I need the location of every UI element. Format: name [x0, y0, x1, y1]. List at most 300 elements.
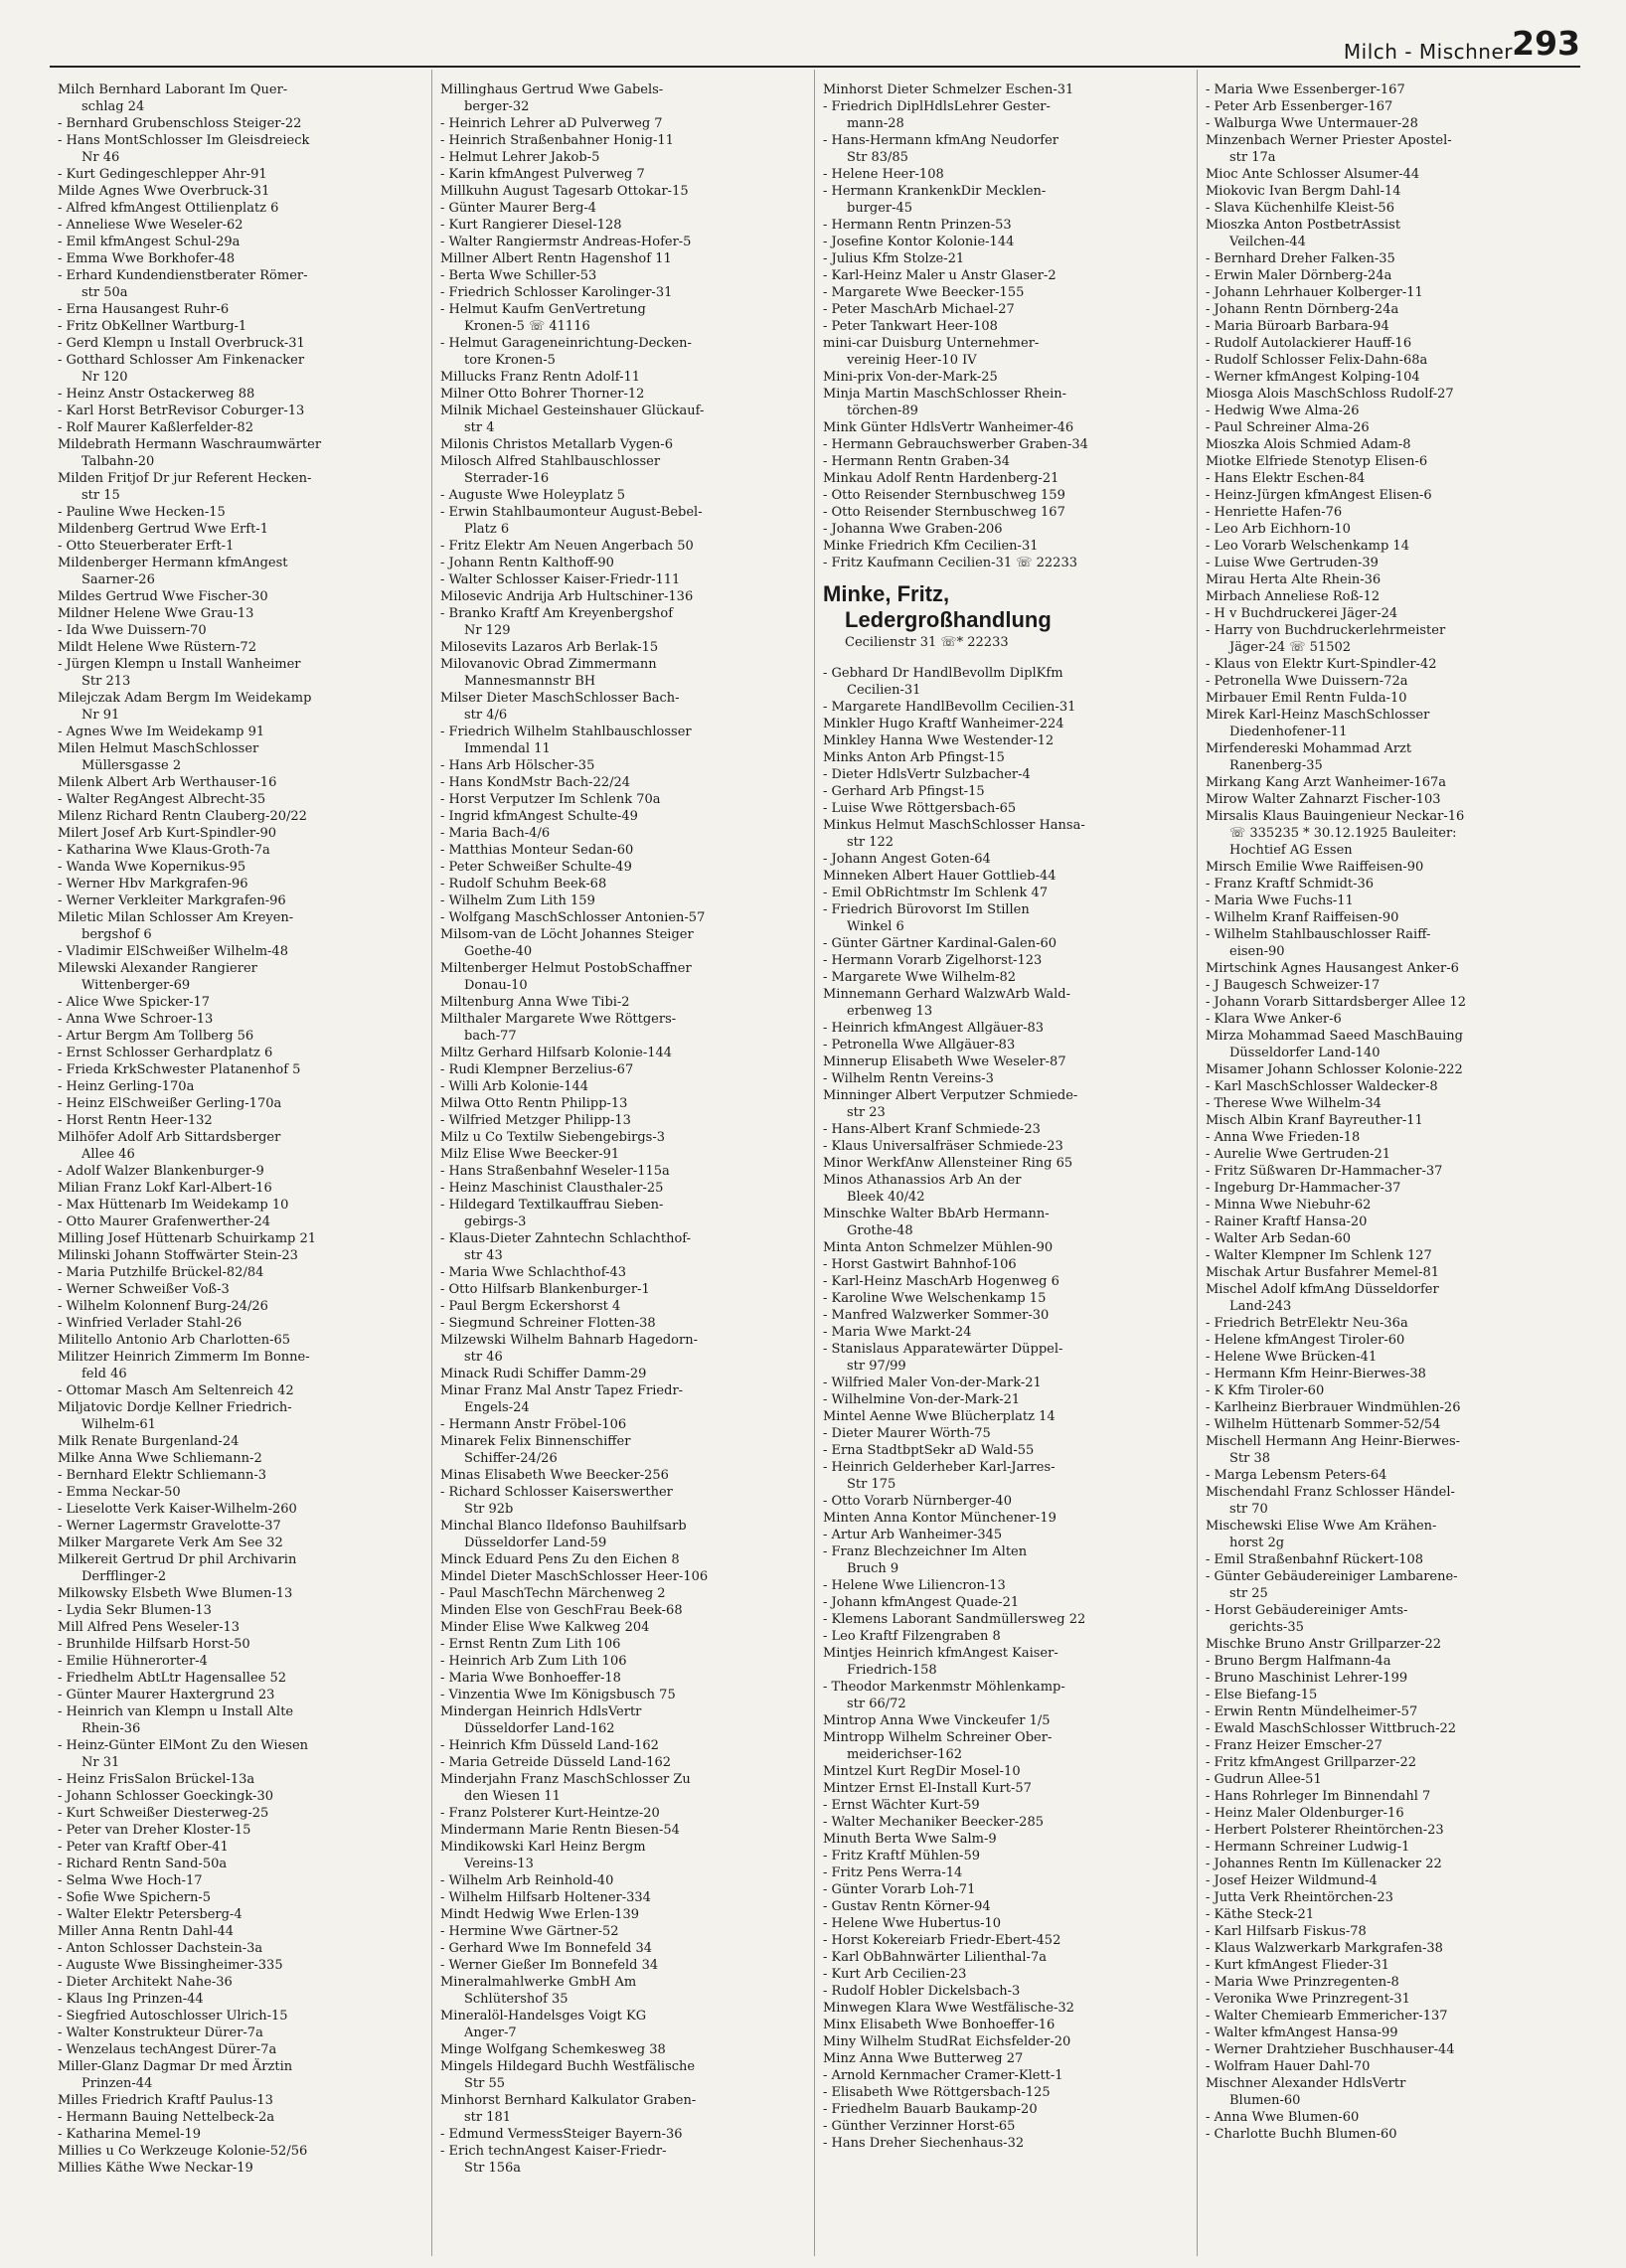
directory-column-3 [815, 70, 1198, 2256]
directory-entry: - Heinrich kfmAngest Allgäuer-83 [823, 1021, 1045, 1036]
directory-entry: - Petronella Wwe Allgäuer-83 [823, 1038, 1016, 1053]
directory-entry: Mindergan Heinrich HdlsVertr [440, 1704, 642, 1719]
directory-entry: - Peter van Dreher Kloster-15 [58, 1823, 251, 1838]
directory-entry: - Kurt Schweißer Diesterweg-25 [58, 1806, 269, 1821]
entry-continuation: str 70 [1229, 1502, 1268, 1517]
directory-entry: - Otto Maurer Grafenwerther-24 [58, 1215, 270, 1229]
featured-name: Minke, Fritz, [823, 581, 950, 606]
directory-entry: - Wilhelm Arb Reinhold-40 [440, 1873, 614, 1888]
directory-entry: - Hans Arb Hölscher-35 [440, 758, 595, 773]
directory-entry: - Maria Wwe Bonhoeffer-18 [440, 1671, 621, 1686]
entry-continuation: Mannesmannstr BH [464, 674, 596, 689]
directory-entry: - Anton Schlosser Dachstein-3a [58, 1941, 263, 1956]
entry-continuation: str 50a [81, 285, 128, 300]
directory-entry: - Wilhelm Hüttenarb Sommer-52/54 [1206, 1417, 1441, 1432]
entry-continuation: Winkel 6 [847, 919, 904, 934]
entry-continuation: Blumen-60 [1229, 2093, 1301, 2108]
directory-entry: - Emil ObRichtmstr Im Schlenk 47 [823, 886, 1049, 900]
directory-entry: Mintjes Heinrich kfmAngest Kaiser- [823, 1646, 1058, 1661]
directory-entry: - Walter Klempner Im Schlenk 127 [1206, 1248, 1432, 1263]
entry-continuation: Str 83/85 [847, 150, 908, 165]
entry-continuation: törchen-89 [847, 404, 918, 418]
directory-entry: - Manfred Walzwerker Sommer-30 [823, 1308, 1050, 1323]
directory-entry: - Klara Wwe Anker-6 [1206, 1012, 1342, 1027]
directory-entry: - Anna Wwe Blumen-60 [1206, 2110, 1360, 2125]
directory-entry: - Karl Horst BetrRevisor Coburger-13 [58, 404, 305, 418]
entry-continuation: Donau-10 [464, 978, 528, 993]
directory-entry: - Walter Arb Sedan-60 [1206, 1231, 1351, 1246]
directory-entry: - Emma Neckar-50 [58, 1485, 181, 1500]
directory-entry: Mirkang Kang Arzt Wanheimer-167a [1206, 775, 1447, 790]
directory-entry: Mirfendereski Mohammad Arzt [1206, 741, 1412, 756]
directory-entry: - Bernhard Elektr Schliemann-3 [58, 1468, 266, 1483]
directory-entry: - Johann Rentn Kalthoff-90 [440, 556, 614, 570]
directory-entry: - Charlotte Buchh Blumen-60 [1206, 2127, 1397, 2142]
directory-entry: Minks Anton Arb Pfingst-15 [823, 750, 1005, 765]
directory-entry: Milkowsky Elsbeth Wwe Blumen-13 [58, 1586, 293, 1601]
directory-entry: - Helene Wwe Brücken-41 [1206, 1350, 1378, 1365]
entry-continuation: str 43 [464, 1248, 503, 1263]
directory-entry: - Heinz ElSchweißer Gerling-170a [58, 1096, 282, 1111]
directory-entry: Minnemann Gerhard WalzwArb Wald- [823, 987, 1070, 1002]
directory-entry: - Karin kfmAngest Pulverweg 7 [440, 167, 645, 182]
directory-entry: - Walter Konstrukteur Dürer-7a [58, 2025, 263, 2040]
entry-continuation: Nr 129 [464, 623, 511, 638]
directory-entry: Minx Elisabeth Wwe Bonhoeffer-16 [823, 2018, 1056, 2032]
entry-continuation: Saarner-26 [81, 572, 155, 587]
directory-entry: - Johann Lehrhauer Kolberger-11 [1206, 285, 1423, 300]
directory-entry: - Leo Vorarb Welschenkamp 14 [1206, 539, 1409, 554]
directory-entry: Milkereit Gertrud Dr phil Archivarin [58, 1552, 297, 1567]
directory-entry: - Franz Blechzeichner Im Alten [823, 1544, 1028, 1559]
directory-entry: - Günter Maurer Haxtergrund 23 [58, 1688, 275, 1702]
directory-entry: - Fritz Kaufmann Cecilien-31 ☏ 22233 [823, 556, 1077, 570]
directory-entry: Millucks Franz Rentn Adolf-11 [440, 370, 641, 385]
directory-entry: - Ingrid kfmAngest Schulte-49 [440, 809, 638, 824]
directory-entry: Minja Martin MaschSchlosser Rhein- [823, 387, 1067, 402]
entry-continuation: Düsseldorfer Land-59 [464, 1536, 607, 1550]
directory-entry: - Horst Rentn Heer-132 [58, 1113, 213, 1128]
directory-entry: - Artur Arb Wanheimer-345 [823, 1528, 1003, 1542]
directory-entry: - Wilhelm Zum Lith 159 [440, 893, 595, 908]
directory-entry: - Walter RegAngest Albrecht-35 [58, 792, 266, 807]
directory-entry: - Kurt kfmAngest Flieder-31 [1206, 1958, 1389, 1973]
directory-entry: Minden Else von GeschFrau Beek-68 [440, 1603, 683, 1618]
directory-entry: - Auguste Wwe Holeyplatz 5 [440, 488, 626, 503]
directory-entry: Millies u Co Werkzeuge Kolonie-52/56 [58, 2144, 308, 2159]
running-head: Milch - Mischner [1343, 40, 1513, 64]
directory-entry: - Horst Gastwirt Bahnhof-106 [823, 1257, 1017, 1272]
directory-entry: - Erwin Maler Dörnberg-24a [1206, 268, 1392, 283]
directory-entry: - Erna StadtbptSekr aD Wald-55 [823, 1443, 1035, 1458]
directory-entry: - Frieda KrkSchwester Platanenhof 5 [58, 1062, 301, 1077]
directory-entry: Milk Renate Burgenland-24 [58, 1434, 240, 1449]
directory-entry: Miletic Milan Schlosser Am Kreyen- [58, 910, 294, 925]
directory-entry: - Heinrich Gelderheber Karl-Jarres- [823, 1460, 1056, 1475]
directory-entry: Minderjahn Franz MaschSchlosser Zu [440, 1772, 691, 1787]
directory-entry: Mischner Alexander HdlsVertr [1206, 2076, 1406, 2091]
directory-entry: - Helmut Garageneinrichtung-Decken- [440, 336, 692, 351]
directory-entry: Mintzel Kurt RegDir Mosel-10 [823, 1764, 1021, 1779]
entry-continuation: str 181 [464, 2110, 512, 2125]
directory-entry: - Wilhelm Rentn Vereins-3 [823, 1071, 994, 1086]
directory-entry: - Hans Elektr Eschen-84 [1206, 471, 1366, 486]
featured-firm: Ledergroßhandlung [845, 607, 1052, 632]
directory-entry: Milnik Michael Gesteinshauer Glückauf- [440, 404, 705, 418]
directory-entry: - Luise Wwe Röttgersbach-65 [823, 801, 1017, 816]
directory-entry: Mirau Herta Alte Rhein-36 [1206, 572, 1382, 587]
directory-entry: - Helene Heer-108 [823, 167, 944, 182]
directory-entry: - Helene Wwe Liliencron-13 [823, 1578, 1006, 1593]
page-number: 293 [1512, 24, 1580, 63]
directory-entry: Milser Dieter MaschSchlosser Bach- [440, 691, 680, 706]
directory-entry: Millies Käthe Wwe Neckar-19 [58, 2161, 253, 2176]
directory-entry: Milsom-van de Löcht Johannes Steiger [440, 927, 694, 942]
entry-continuation: Str 175 [847, 1477, 896, 1492]
directory-entry: - Fritz kfmAngest Grillparzer-22 [1206, 1755, 1416, 1770]
directory-entry: - Hans Rohrleger Im Binnendahl 7 [1206, 1789, 1431, 1804]
directory-entry: - Peter van Kraftf Ober-41 [58, 1840, 229, 1855]
directory-entry: - Lydia Sekr Blumen-13 [58, 1603, 212, 1618]
directory-entry: Minas Elisabeth Wwe Beecker-256 [440, 1468, 669, 1483]
directory-entry: Minkley Hanna Wwe Westender-12 [823, 733, 1055, 748]
directory-entry: - Dieter Architekt Nahe-36 [58, 1975, 233, 1990]
directory-entry: - Maria Wwe Prinzregenten-8 [1206, 1975, 1399, 1990]
entry-continuation: Str 38 [1229, 1451, 1271, 1466]
directory-entry: - Herbert Polsterer Rheintörchen-23 [1206, 1823, 1444, 1838]
directory-entry: Miller Anna Rentn Dahl-44 [58, 1924, 235, 1939]
entry-continuation: Nr 120 [81, 370, 128, 385]
directory-entry: - Gerd Klempn u Install Overbruck-31 [58, 336, 305, 351]
directory-entry: Minnerup Elisabeth Wwe Weseler-87 [823, 1054, 1066, 1069]
directory-entry: - Maria Büroarb Barbara-94 [1206, 319, 1389, 334]
directory-entry: - Siegfried Autoschlosser Ulrich-15 [58, 2009, 288, 2024]
directory-entry: - Heinrich van Klempn u Install Alte [58, 1704, 294, 1719]
directory-entry: - Heinz-Günter ElMont Zu den Wiesen [58, 1738, 309, 1753]
directory-entry: Mischke Bruno Anstr Grillparzer-22 [1206, 1637, 1442, 1652]
directory-entry: - Emma Wwe Borkhofer-48 [58, 251, 236, 266]
directory-entry: - Siegmund Schreiner Flotten-38 [440, 1316, 656, 1331]
entry-continuation: berger-32 [464, 99, 530, 114]
directory-entry: - Peter Tankwart Heer-108 [823, 319, 998, 334]
directory-entry: Minwegen Klara Wwe Westfälische-32 [823, 2001, 1074, 2016]
directory-entry: - Walter Schlosser Kaiser-Friedr-111 [440, 572, 681, 587]
directory-entry: Mindel Dieter MaschSchlosser Heer-106 [440, 1569, 709, 1584]
entry-continuation: vereinig Heer-10 IV [847, 353, 977, 368]
directory-entry: - Jürgen Klempn u Install Wanheimer [58, 657, 301, 672]
entry-continuation: Str 156a [464, 2161, 522, 2176]
directory-entry: - Friedrich Bürovorst Im Stillen [823, 902, 1030, 917]
directory-entry: - Karl Hilfsarb Fiskus-78 [1206, 1924, 1367, 1939]
directory-entry: Minuth Berta Wwe Salm-9 [823, 1832, 997, 1847]
directory-entry: - K Kfm Tiroler-60 [1206, 1383, 1325, 1398]
directory-entry: - Margarete Wwe Wilhelm-82 [823, 970, 1017, 985]
directory-entry: Milovanovic Obrad Zimmermann [440, 657, 657, 672]
directory-entry: - Gotthard Schlosser Am Finkenacker [58, 353, 305, 368]
directory-entry: Milinski Johann Stoffwärter Stein-23 [58, 1248, 298, 1263]
directory-entry: - Klaus Universalfräser Schmiede-23 [823, 1139, 1063, 1154]
directory-entry: - Emil Straßenbahnf Rückert-108 [1206, 1552, 1424, 1567]
directory-entry: - Theodor Markenmstr Möhlenkamp- [823, 1680, 1065, 1695]
entry-continuation: str 97/99 [847, 1359, 906, 1374]
directory-entry: Milenz Richard Rentn Clauberg-20/22 [58, 809, 307, 824]
directory-entry: - Heinrich Straßenbahner Honig-11 [440, 133, 674, 148]
directory-entry: Minar Franz Mal Anstr Tapez Friedr- [440, 1383, 684, 1398]
directory-entry: Mirek Karl-Heinz MaschSchlosser [1206, 708, 1430, 723]
directory-entry: Minos Athanassios Arb An der [823, 1173, 1022, 1188]
directory-entry: - Hans KondMstr Bach-22/24 [440, 775, 631, 790]
directory-entry: - Paul MaschTechn Märchenweg 2 [440, 1586, 666, 1601]
entry-continuation: Str 92b [464, 1502, 514, 1517]
directory-entry: Millkuhn August Tagesarb Ottokar-15 [440, 184, 689, 199]
directory-entry: Mildt Helene Wwe Rüstern-72 [58, 640, 256, 655]
entry-continuation: bach-77 [464, 1029, 517, 1044]
directory-entry: - Bernhard Grubenschloss Steiger-22 [58, 116, 302, 131]
entry-continuation: mann-28 [847, 116, 904, 131]
directory-entry: Mindt Hedwig Wwe Erlen-139 [440, 1907, 640, 1922]
directory-entry: - Hermann Vorarb Zigelhorst-123 [823, 953, 1043, 968]
directory-entry: - Ida Wwe Duissern-70 [58, 623, 207, 638]
entry-continuation: Allee 46 [81, 1147, 135, 1162]
directory-entry: - Wilhelm Kolonnenf Burg-24/26 [58, 1299, 268, 1314]
directory-entry: Miosga Alois MaschSchloss Rudolf-27 [1206, 387, 1454, 402]
directory-entry: - Heinz Gerling-170a [58, 1079, 195, 1094]
entry-continuation: Sterrader-16 [464, 471, 550, 486]
directory-entry: - Hermann Rentn Prinzen-53 [823, 218, 1012, 233]
directory-entry: - Ottomar Masch Am Seltenreich 42 [58, 1383, 294, 1398]
directory-entry: - Horst Kokereiarb Friedr-Ebert-452 [823, 1933, 1061, 1948]
page-header [50, 26, 1580, 68]
directory-entry: Minkus Helmut MaschSchlosser Hansa- [823, 818, 1085, 833]
directory-entry: - Auguste Wwe Bissingheimer-335 [58, 1958, 283, 1973]
directory-entry: Millinghaus Gertrud Wwe Gabels- [440, 82, 664, 97]
entry-continuation: str 46 [464, 1350, 503, 1365]
entry-continuation: Friedrich-158 [847, 1663, 937, 1678]
directory-entry: Mioszka Alois Schmied Adam-8 [1206, 437, 1411, 452]
directory-entry: - Hermann Kfm Heinr-Bierwes-38 [1206, 1367, 1426, 1381]
directory-entry: Minck Eduard Pens Zu den Eichen 8 [440, 1552, 680, 1567]
directory-entry: - Rudolf Hobler Dickelsbach-3 [823, 1984, 1021, 1999]
directory-entry: - Friedhelm Bauarb Baukamp-20 [823, 2102, 1038, 2117]
directory-entry: - Harry von Buchdruckerlehrmeister [1206, 623, 1446, 638]
directory-entry: Milonis Christos Metallarb Vygen-6 [440, 437, 673, 452]
entry-continuation: den Wiesen 11 [464, 1789, 561, 1804]
entry-continuation: Derfflinger-2 [81, 1569, 167, 1584]
directory-entry: Milosevic Andrija Arb Hultschiner-136 [440, 589, 694, 604]
directory-entry: Mirow Walter Zahnarzt Fischer-103 [1206, 792, 1441, 807]
directory-entry: Milzewski Wilhelm Bahnarb Hagedorn- [440, 1333, 698, 1348]
directory-entry: - Karoline Wwe Welschenkamp 15 [823, 1291, 1047, 1306]
directory-entry: - Klaus von Elektr Kurt-Spindler-42 [1206, 657, 1437, 672]
entry-continuation: bergshof 6 [81, 927, 152, 942]
entry-continuation: Kronen-5 ☏ 41116 [464, 319, 590, 334]
entry-continuation: Düsseldorfer Land-140 [1229, 1046, 1381, 1060]
directory-entry: - Emil kfmAngest Schul-29a [58, 235, 241, 249]
directory-entry: - Berta Wwe Schiller-53 [440, 268, 597, 283]
directory-entry: - Günter Maurer Berg-4 [440, 201, 597, 216]
directory-entry: - Wilhelm Stahlbauschlosser Raiff- [1206, 927, 1431, 942]
directory-entry: - Johanna Wwe Graben-206 [823, 522, 1003, 537]
directory-entry: Minschke Walter BbArb Hermann- [823, 1207, 1050, 1221]
directory-entry: - Günther Verzinner Horst-65 [823, 2119, 1016, 2134]
entry-continuation: tore Kronen-5 [464, 353, 556, 368]
directory-entry: Milles Friedrich Kraftf Paulus-13 [58, 2093, 273, 2108]
entry-continuation: Grothe-48 [847, 1223, 913, 1238]
entry-continuation: str 4 [464, 420, 495, 435]
directory-entry: Mildenberg Gertrud Wwe Erft-1 [58, 522, 268, 537]
directory-entry: - Franz Kraftf Schmidt-36 [1206, 877, 1375, 891]
directory-entry: Milch Bernhard Laborant Im Quer- [58, 82, 288, 97]
directory-entry: Mildenberger Hermann kfmAngest [58, 556, 288, 570]
directory-entry: - Pauline Wwe Hecken-15 [58, 505, 226, 520]
directory-entry: - Josefine Kontor Kolonie-144 [823, 235, 1015, 249]
directory-entry: Mintel Aenne Wwe Blücherplatz 14 [823, 1409, 1056, 1424]
directory-entry: Milde Agnes Wwe Overbruck-31 [58, 184, 270, 199]
directory-entry: Milewski Alexander Rangierer [58, 961, 257, 976]
directory-entry: - Walter Elektr Petersberg-4 [58, 1907, 243, 1922]
directory-entry: - Maria Getreide Düsseld Land-162 [440, 1755, 672, 1770]
directory-entry: - Walter Mechaniker Beecker-285 [823, 1815, 1044, 1830]
directory-entry: Milosch Alfred Stahlbauschlosser [440, 454, 661, 469]
entry-continuation: Engels-24 [464, 1400, 530, 1415]
entry-continuation: meiderichser-162 [847, 1747, 963, 1762]
featured-address: Cecilienstr 31 ☏* 22233 [845, 635, 1009, 650]
directory-entry: - Wolfgang MaschSchlosser Antonien-57 [440, 910, 706, 925]
directory-entry: - Bruno Bergm Halfmann-4a [1206, 1654, 1391, 1669]
entry-continuation: Düsseldorfer Land-162 [464, 1721, 615, 1736]
directory-entry: Mischak Artur Busfahrer Memel-81 [1206, 1265, 1440, 1280]
directory-entry: Mintzer Ernst El-Install Kurt-57 [823, 1781, 1032, 1796]
directory-entry: - J Baugesch Schweizer-17 [1206, 978, 1381, 993]
directory-entry: - Rainer Kraftf Hansa-20 [1206, 1215, 1368, 1229]
featured-business-entry [823, 581, 1189, 653]
directory-entry: Mineralöl-Handelsges Voigt KG [440, 2009, 647, 2024]
directory-entry: - Peter Arb Essenberger-167 [1206, 99, 1393, 114]
directory-entry: - Karl ObBahnwärter Lilienthal-7a [823, 1950, 1047, 1965]
directory-entry: - Gebhard Dr HandlBevollm DiplKfm [823, 666, 1063, 681]
directory-entry: Mirtschink Agnes Hausangest Anker-6 [1206, 961, 1459, 976]
directory-entry: - Heinz Maler Oldenburger-16 [1206, 1806, 1404, 1821]
entry-continuation: Bleek 40/42 [847, 1190, 925, 1205]
directory-entry: Mineralmahlwerke GmbH Am [440, 1975, 637, 1990]
directory-entry: - Henriette Hafen-76 [1206, 505, 1343, 520]
directory-entry: - Karl-Heinz Maler u Anstr Glaser-2 [823, 268, 1057, 283]
directory-column-2 [432, 70, 815, 2256]
directory-entry: - Klaus Ing Prinzen-44 [58, 1992, 204, 2007]
directory-entry: Mill Alfred Pens Weseler-13 [58, 1620, 241, 1635]
directory-entry: - Kurt Gedingeschlepper Ahr-91 [58, 167, 267, 182]
directory-entry: - Dieter Maurer Wörth-75 [823, 1426, 991, 1441]
directory-entry: - Maria Wwe Fuchs-11 [1206, 893, 1354, 908]
directory-entry: Mirza Mohammad Saeed MaschBauing [1206, 1029, 1463, 1044]
directory-entry: Miotke Elfriede Stenotyp Elisen-6 [1206, 454, 1428, 469]
directory-entry: Minge Wolfgang Schemkesweg 38 [440, 2042, 666, 2057]
directory-entry: Mischell Hermann Ang Heinr-Bierwes- [1206, 1434, 1461, 1449]
directory-entry: - Ingeburg Dr-Hammacher-37 [1206, 1181, 1401, 1196]
entry-continuation: feld 46 [81, 1367, 127, 1381]
directory-entry: - Brunhilde Hilfsarb Horst-50 [58, 1637, 250, 1652]
entry-continuation: Talbahn-20 [81, 454, 155, 469]
directory-entry: Milz u Co Textilw Siebengebirgs-3 [440, 1130, 666, 1145]
directory-entry: - Otto Hilfsarb Blankenburger-1 [440, 1282, 650, 1297]
directory-entry: - Walburga Wwe Untermauer-28 [1206, 116, 1418, 131]
directory-columns [50, 70, 1580, 2256]
directory-entry: Minzenbach Werner Priester Apostel- [1206, 133, 1452, 148]
directory-entry: - Bernhard Dreher Falken-35 [1206, 251, 1395, 266]
entry-continuation: ☏ 335235 * 30.12.1925 Bauleiter: [1229, 826, 1457, 841]
directory-entry: - Alfred kfmAngest Ottilienplatz 6 [58, 201, 279, 216]
directory-entry: - Wolfram Hauer Dahl-70 [1206, 2059, 1371, 2074]
directory-entry: - Rudolf Autolackierer Hauff-16 [1206, 336, 1412, 351]
directory-entry: - Max Hüttenarb Im Weidekamp 10 [58, 1198, 289, 1213]
directory-entry: Mirsalis Klaus Bauingenieur Neckar-16 [1206, 809, 1465, 824]
directory-entry: - Minna Wwe Niebuhr-62 [1206, 1198, 1372, 1213]
directory-entry: Militello Antonio Arb Charlotten-65 [58, 1333, 291, 1348]
entry-continuation: Jäger-24 ☏ 51502 [1229, 640, 1352, 655]
directory-entry: - Maria Wwe Schlachthof-43 [440, 1265, 626, 1280]
directory-entry: - Elisabeth Wwe Röttgersbach-125 [823, 2085, 1051, 2100]
directory-entry: - Edmund VermessSteiger Bayern-36 [440, 2127, 683, 2142]
directory-entry: - Werner Hbv Markgrafen-96 [58, 877, 248, 891]
directory-entry: Mingels Hildegard Buchh Westfälische [440, 2059, 696, 2074]
entry-continuation: Müllersgasse 2 [81, 758, 182, 773]
directory-entry: Miller-Glanz Dagmar Dr med Ärztin [58, 2059, 293, 2074]
entry-continuation: Schlütershof 35 [464, 1992, 569, 2007]
directory-entry: - Johann Angest Goten-64 [823, 852, 991, 867]
entry-continuation: Cecilien-31 [847, 683, 921, 698]
directory-entry: Militzer Heinrich Zimmerm Im Bonne- [58, 1350, 310, 1365]
directory-entry: - Helmut Lehrer Jakob-5 [440, 150, 600, 165]
entry-continuation: gerichts-35 [1229, 1620, 1304, 1635]
directory-entry: Mischewski Elise Wwe Am Krähen- [1206, 1519, 1437, 1534]
directory-entry: - Friedhelm AbtLtr Hagensallee 52 [58, 1671, 287, 1686]
entry-continuation: Prinzen-44 [81, 2076, 153, 2091]
entry-continuation: str 122 [847, 835, 894, 850]
directory-entry: - Petronella Wwe Duissern-72a [1206, 674, 1408, 689]
directory-entry: Miokovic Ivan Bergm Dahl-14 [1206, 184, 1401, 199]
directory-entry: - Horst Gebäudereiniger Amts- [1206, 1603, 1408, 1618]
directory-entry: - Matthias Monteur Sedan-60 [440, 843, 634, 858]
directory-entry: - Jutta Verk Rheintörchen-23 [1206, 1890, 1393, 1905]
directory-entry: - Adolf Walzer Blankenburger-9 [58, 1164, 264, 1179]
directory-entry: - Anneliese Wwe Weseler-62 [58, 218, 244, 233]
directory-column-1 [50, 70, 432, 2256]
directory-entry: Millner Albert Rentn Hagenshof 11 [440, 251, 672, 266]
directory-entry: - Katharina Wwe Klaus-Groth-7a [58, 843, 270, 858]
directory-entry: - Horst Verputzer Im Schlenk 70a [440, 792, 661, 807]
directory-entry: - Erwin Rentn Mündelheimer-57 [1206, 1704, 1418, 1719]
directory-entry: - Margarete HandlBevollm Cecilien-31 [823, 700, 1076, 715]
directory-entry: - Maria Bach-4/6 [440, 826, 551, 841]
directory-entry: - Artur Bergm Am Tollberg 56 [58, 1029, 254, 1044]
directory-entry: - Heinrich Kfm Düsseld Land-162 [440, 1738, 659, 1753]
directory-entry: Milz Elise Wwe Beecker-91 [440, 1147, 620, 1162]
directory-entry: - Hedwig Wwe Alma-26 [1206, 404, 1360, 418]
directory-entry: - Johann kfmAngest Quade-21 [823, 1595, 1020, 1610]
directory-entry: - Maria Wwe Essenberger-167 [1206, 82, 1405, 97]
directory-entry: - Gerhard Wwe Im Bonnefeld 34 [440, 1941, 652, 1956]
directory-entry: - Josef Heizer Wildmund-4 [1206, 1873, 1378, 1888]
directory-entry: - Heinrich Lehrer aD Pulverweg 7 [440, 116, 663, 131]
directory-entry: - Stanislaus Apparatewärter Düppel- [823, 1342, 1063, 1357]
directory-entry: - Leo Arb Eichhorn-10 [1206, 522, 1351, 537]
entry-continuation: Immendal 11 [464, 741, 551, 756]
directory-entry: - Selma Wwe Hoch-17 [58, 1873, 203, 1888]
directory-entry: - Hermann Anstr Fröbel-106 [440, 1417, 627, 1432]
directory-entry: - Willi Arb Kolonie-144 [440, 1079, 589, 1094]
directory-entry: Milert Josef Arb Kurt-Spindler-90 [58, 826, 277, 841]
directory-entry: - Hans Straßenbahnf Weseler-115a [440, 1164, 670, 1179]
